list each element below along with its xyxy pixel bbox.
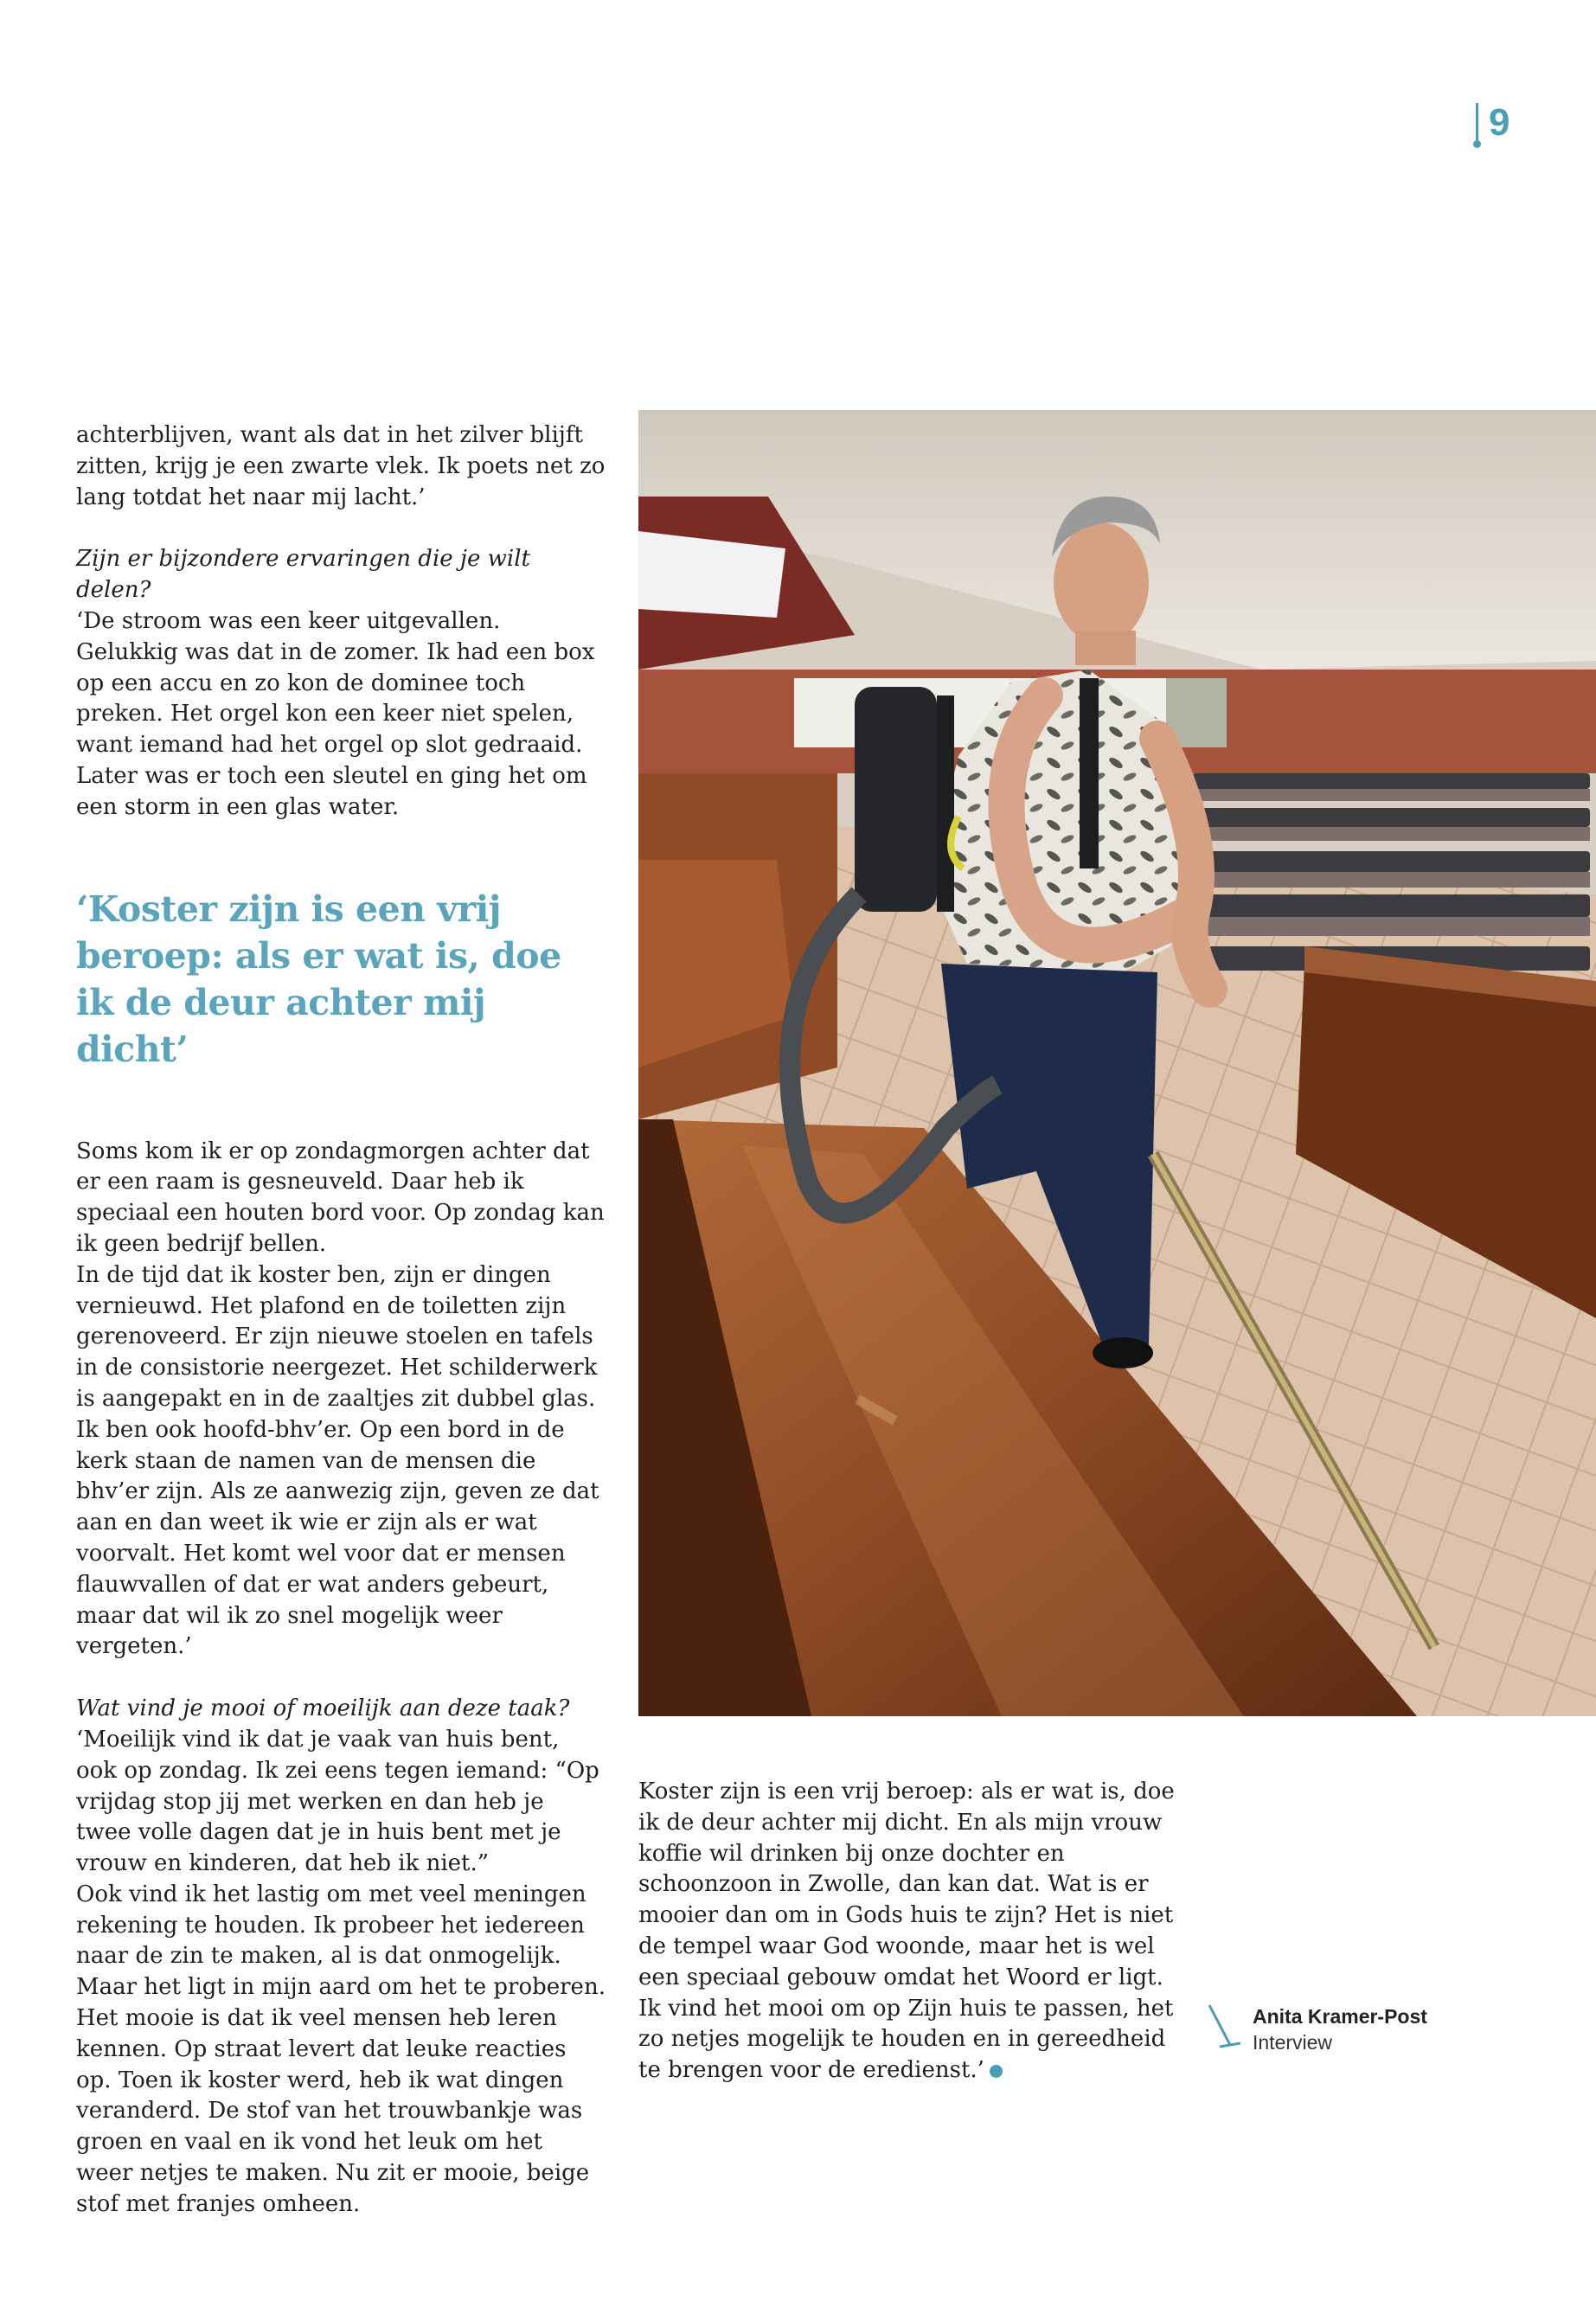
interview-question: Zijn er bijzondere ervaringen die je wilt delen? (76, 546, 530, 604)
paragraph: In de tijd dat ik koster ben, zijn er dingen vernieuwd. Het plafond en de toiletten zijn gerenoveerd. Er zijn nieuwe stoelen en tafels in de consistorie neergezet. Het schilderwerk is aangepakt en in de zaaltjes zit dubbel glas. (76, 1261, 598, 1412)
paragraph: ‘Moeilijk vind ik dat je vaak van huis bent, ook op zondag. Ik zei eens tegen iemand: “Op vrijdag stop jij met werken en dan heb je twee volle dagen dat je in huis bent met je vrouw en kinderen, dat heb ik niet.” (76, 1726, 599, 1877)
paragraph-closing: Koster zijn is een vrij beroep: als er wat is, doe ik de deur achter mij dicht. En als mijn vrouw koffie wil drinken bij onze dochter en schoonzoon in Zwolle, dan kan dat. Wat is er mooier dan om in Gods huis te zijn? Het is niet de tempel waar God woonde, maar het is wel een speciaal gebouw omdat het Woord er ligt. Ik vind het mooi om op Zijn huis te passen, het zo netjes mogelijk te houden en in gereedheid te brengen voor de eredienst.’ (638, 1779, 1175, 2084)
page-number-text: 9 (1489, 101, 1510, 144)
paragraph: ‘De stroom was een keer uitgevallen. Gelukkig was dat in de zomer. Ik had een box op een accu en zo kon de dominee toch preken. Het orgel kon een keer niet spelen, want iemand had het orgel op slot gedraaid. Later was er toch een sleutel en ging het om een storm in een glas water. (76, 607, 595, 820)
church-photo (638, 410, 1596, 1716)
interview-question: Wat vind je mooi of moeilijk aan deze taak? (76, 1695, 570, 1722)
author-role: Interview (1253, 2031, 1333, 2054)
pen-line-icon (1208, 2003, 1242, 2050)
paragraph: Ik ben ook hoofd-bhv’er. Op een bord in de kerk staan de namen van de mensen die bhv’er zijn. Als ze aanwezig zijn, geven ze dat aan en dan weet ik wie er zijn als er wat voorvalt. Het komt wel voor dat er mensen flauwvallen of dat er wat anders gebeurt, maar dat wil ik zo snel mogelijk weer vergeten.’ (76, 1416, 599, 1660)
author-credit (1208, 2003, 1427, 2055)
pull-quote: ‘Koster zijn is een vrij beroep: als er wat is, doe ik de deur achter mij dicht’ (76, 888, 561, 1070)
author-name: Anita Kramer-Post (1253, 2005, 1427, 2028)
paragraph: Het mooie is dat ik veel mensen heb leren kennen. Op straat levert dat leuke reacties op. Toen ik koster werd, heb ik wat dingen veranderd. De stof van het trouwbankje was groen en vaal en ik vond het leuk om het weer netjes te maken. Nu zit er mooie, beige stof met franjes omheen. (76, 2005, 590, 2217)
end-mark-icon (990, 2065, 1003, 2078)
page-number (1476, 97, 1509, 149)
paragraph: Soms kom ik er op zondagmorgen achter dat er een raam is gesneuveld. Daar heb ik speciaal een houten bord voor. Op zondag kan ik geen bedrijf bellen. (76, 1138, 605, 1257)
page-marker-icon (1476, 103, 1478, 143)
right-column (638, 1777, 1175, 2086)
paragraph: Ook vind ik het lastig om met veel meningen rekening te houden. Ik probeer het iedereen naar de zin te maken, al is dat onmogelijk. Maar het ligt in mijn aard om het te proberen. (76, 1881, 606, 2001)
paragraph: achterblijven, want als dat in het zilver blijft zitten, krijg je een zwarte vlek. Ik poets net zo lang totdat het naar mij lacht.’ (76, 422, 606, 510)
left-column (76, 420, 606, 2221)
